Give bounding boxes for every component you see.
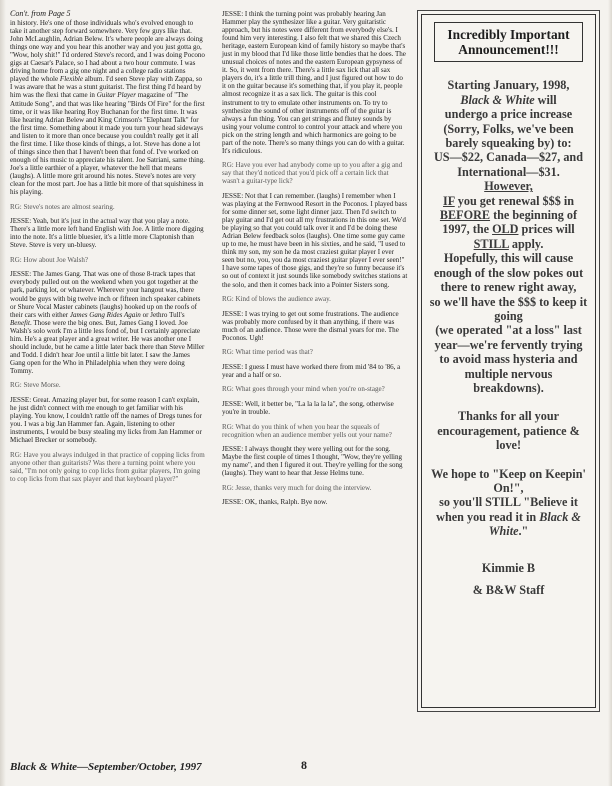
scan-edge [0,0,6,786]
interviewer-question: RG: How about Joe Walsh? [10,255,88,264]
article-column-left [10,10,206,489]
interviewer-question: RG: Have you ever had anybody come up to you after a gig and say that they'd noticed that you'd pick off a certain lick that wasn't a guitar-type lick? [222,161,403,186]
announcement-box [417,10,600,712]
footer-publication: Black & White—September/October, 1997 [10,761,202,773]
interviewee-answer: JESSE: Great. Amazing player but, for some reason I can't explain, he just didn't connect with me enough to get familiar with his playing. You know, I couldn't rattle off the names of Dregs tunes for you. I was a big Jan Hammer fan. Again, listening to other instruments, I would be busy stealing my licks from Jan Hammer or Michael Brecker or somebody. [10,396,202,445]
interviewee-answer: JESSE: The James Gang. That was one of those 8-track tapes that everybody pulled out on the weekend when you got together at the park, parking lot, or whatever. Wherever your hangout was, there would be guys with big twelve inch or fifteen inch speaker cabinets or Shure Vocal Master cabinets (laughs) hooked up on the roofs of their cars with either James Gang Rides Again or Jethro Tull's Benefit. Those were the big ones. But, James Gang I loved. Joe Walsh's solo work I'm a little less fond of, but I certainly appreciate him. He's a great player and a great writer. He was another one I should include, but he came a little later back there than Steve Miller and Todd. I didn't hear Joe until a little bit later. I saw the James Gang open for the Who in Philadelphia when they were doing Tommy. [10,270,205,375]
interviewer-question: RG: Jesse, thanks very much for doing the interview. [222,483,372,492]
interviewer-question: RG: Kind of blows the audience away. [222,295,331,304]
announcement-inner-border [421,14,596,708]
interviewer-question: RG: What do you think of when you hear the squeals of recognition when an audience member yells out your name? [222,422,392,439]
announcement-line: so we'll have the $$$ to keep it going [429,294,588,323]
announcement-line: undergo a price increase [444,107,573,122]
interviewee-answer: JESSE: I think the turning point was probably hearing Jan Hammer play the synthesizer like a guitar. Very guitaristic approach, but his notes were different from everybody else's. I found him very interesting. I also felt that we shared this Czech heritage, eastern European kind of family history so maybe that's just in my blood that I'd like those little bendies that he does. The unusual choices of notes and the eastern European gypsyness of it. So, it went from there. There's a little sax lick that all sax players do, it's a little trill thing, and I just figured out how to do it on the guitar because it's something that, if you play it, people almost recognize it as a sax lick. The guitar is this cool instrument to try to emulate other instruments on. To try to synthesize the sound of other instruments off of the guitar is always a fun thing. You can get strings and flutey sounds by using your volume control to control your attack and where you pick on the string length and which harmonics are going to be part of the note. There's so many things you can do with a guitar. It's ridiculous. [222,10,406,155]
announcement-body [428,78,589,597]
interviewee-answer: JESSE: Not that I can remember. (laughs) I remember when I was playing at the Fernwood Resort in the Poconos. I played bass for some dinner set, some light dinner jazz. Then I'd switch to play guitar and I'd get out all my frustrations in this one set. We'd be playing so that you could talk over it and I'd be doing these Adrian Belew feedback solos (laughs). One time some guy came up to me, he must have been in his sixties, and he said, "I used to think my son, my son he da most craziest guitar player I ever seen but no, you, you da most craziest guitar player I ever seen!" I have some tapes of those gigs, and they're so funny because it's so out of context it just sounds like somebody switches stations at the solo, and then it comes back into a Pointer Sisters song. [222,191,408,289]
interviewer-question: RG: Steve's notes are almost searing. [10,202,115,211]
article-column-middle [222,10,408,513]
announcement-line: US—$22, Canada—$27, and International—$31. [434,150,583,179]
page-number: 8 [301,758,307,772]
interviewer-question: RG: Have you always indulged in that practice of copping licks from anyone other than guitarists? Was there a turning point where you said, "I'm not only going to cop licks from guitar players, I'm going to cop licks from that sax player and that keyboard player?" [10,450,205,483]
signature-staff: & B&W Staff [472,583,545,597]
article-paragraph: in history. He's one of those individuals who's evolved enough to take it another step forward somewhere. Very few guys like that. John McLaughlin, Adrian Belew. It's where people are always doing things one way and you hear this another way and you just gotta go, "Wow, holy shit!" I'd ordered Steve's record, and I was doing Pocono gigs at Caesar's Palace, so I had about a two hour commute. I was driving home from a gig one night and a college radio stations played the whole Flexible album. I'd seen Steve play with Zappa, so I was aware that he was a stunt guitarist. The first thing I'd heard by him was the flexi that came in Guitar Player magazine of "The Attitude Song", and that was like hearing "Birds Of Fire" for the first time, or it was like hearing Roy Buchanan for the first time. It was like hearing Adrian Belew and King Crimson's "Elephant Talk" for the first time. Something about it made you turn your head sideways and listen to it more than once because you couldn't really get it all the first time. I like those kinds of things, a lot. Steve has done a lot of things since then that I haven't been that fond of. I've worked on enough of his music to appreciate his talent. Joe Satriani, same thing. Joe's a little earthier of a player, whatever the hell that means (laughs). A little more grit around his notes. Steve's notes are very clean for the most part. Joe has a little bit more of that squishiness in his playing. [10,19,205,197]
interviewee-answer: JESSE: Well, it better be, "La la la la la", the song, otherwise you're in trouble. [222,399,394,417]
interviewee-answer: JESSE: OK, thanks, Ralph. Bye now. [222,498,328,507]
continuation-note: Con't. from Page 5 [10,9,71,18]
announcement-line: However, [484,179,533,194]
interviewee-answer: JESSE: I guess I must have worked there from mid '84 to '86, a year and a half or so. [222,362,401,379]
scan-edge [608,0,612,786]
interviewee-answer: JESSE: I was trying to get out some frustrations. The audience was probably more confused by it than anything, if there was much of an audience. Those were the dismal years for me. The Poconos. Ugh! [222,309,399,342]
announcement-line: We hope to "Keep on Keepin' On!", [431,466,586,495]
announcement-line: (we operated "at a loss" last year—we're fervently trying to avoid mass hysteria and multiple nervous breakdowns). [434,323,583,395]
announcement-line: (Sorry, Folks, we've been barely squeaking by) to: [443,121,574,151]
interviewee-answer: JESSE: I always thought they were yelling out for the song. Maybe the first couple of times I thought, "Wow, they're yelling my name", and then I figured it out. They're yelling for the song (laughs). They want to hear that Jesse Helms tune. [222,445,403,478]
announcement-line: Starting January, 1998, [447,78,570,93]
interviewee-answer: JESSE: Yeah, but it's just in the actual way that you play a note. There's a little more left hand English with Joe. A little more digging into the note. It's a little bluesier, it's a little more Claptonish than Steve. Steve is very un-bluesy. [10,217,204,250]
announcement-line: so you'll STILL "Believe it when you read it in Black & White." [436,495,581,539]
interviewer-question: RG: What goes through your mind when you're on-stage? [222,385,385,394]
announcement-line: Thanks for all your encouragement, patience & love! [437,409,580,453]
signature-name: Kimmie B [481,560,536,575]
announcement-line: Hopefully, this will cause enough of the slow pokes out there to renew right away, [433,251,584,295]
announcement-line: IF you get renewal $$$ in BEFORE the beginning of 1997, the OLD prices will STILL apply. [439,193,578,251]
announcement-title: Incredibly Important Announcement!!! [434,22,583,62]
interviewer-question: RG: Steve Morse. [10,381,61,390]
interviewer-question: RG: What time period was that? [222,348,313,357]
announcement-line: Black & White will [460,92,557,107]
